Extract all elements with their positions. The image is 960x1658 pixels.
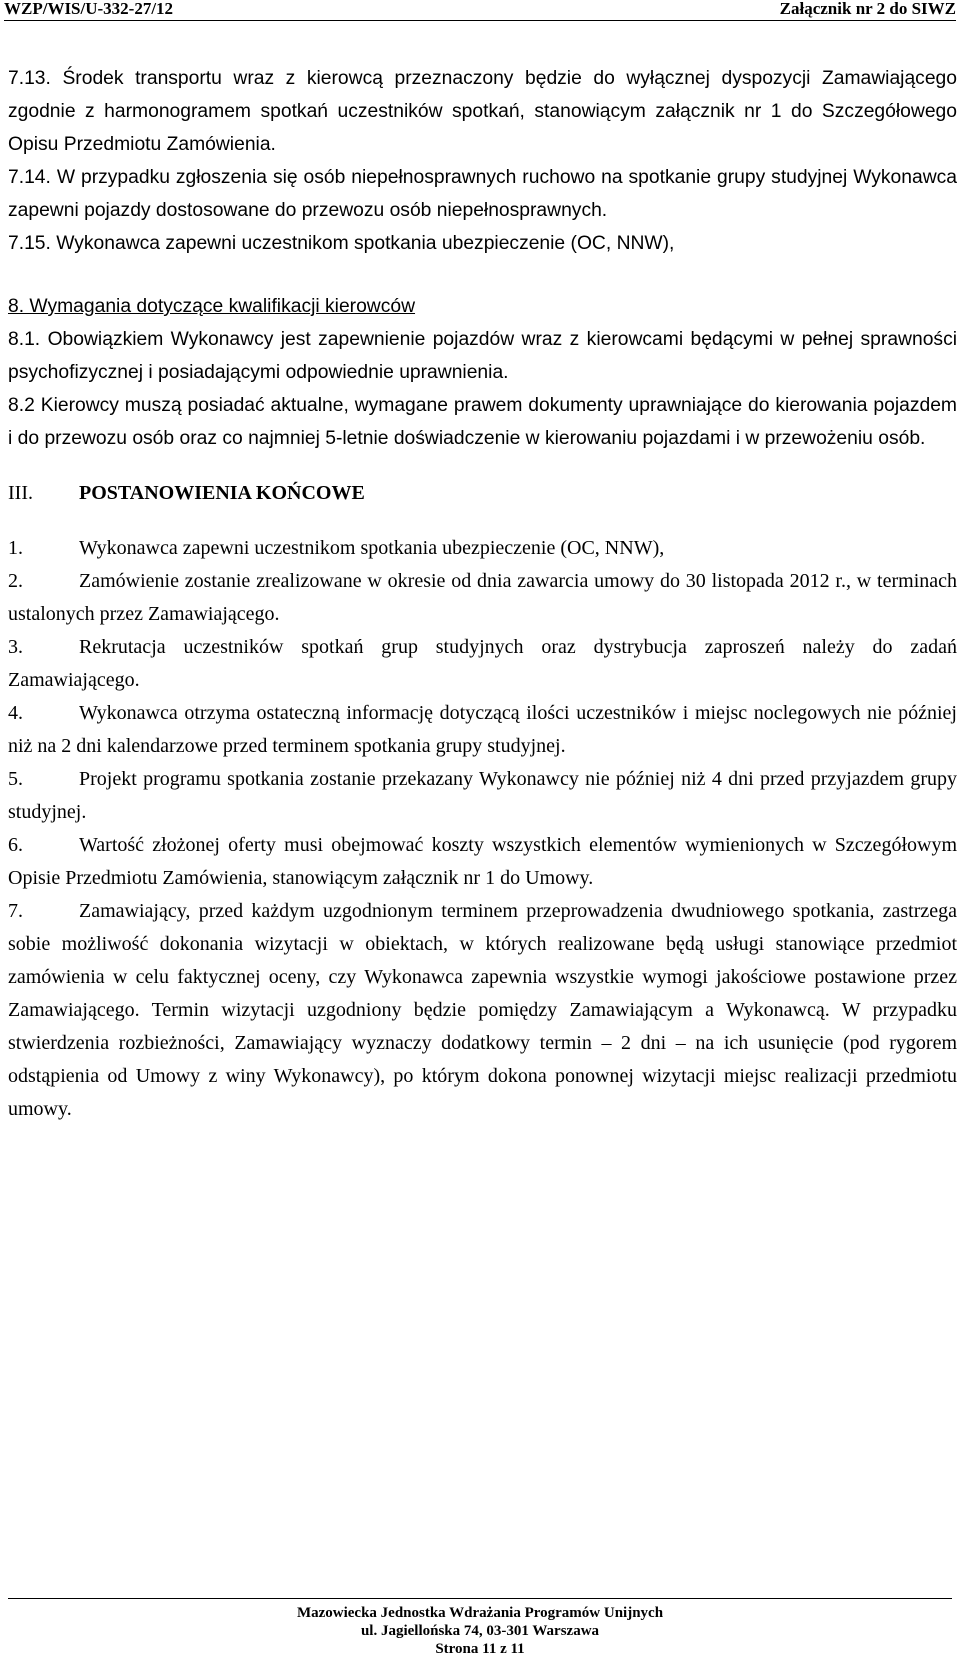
item-text: Wykonawca otrzyma ostateczną informację dotyczącą ilości uczestników i miejsc noclegowych nie później niż na 2 dni kalendarzowe przed terminem spotkania grupy studyjnej. (8, 702, 957, 757)
item-text: Wykonawca zapewni uczestnikom spotkania ubezpieczenie (OC, NNW), (79, 537, 665, 559)
item-text: Zamawiający, przed każdym uzgodnionym terminem przeprowadzenia dwudniowego spotkania, zastrzega sobie możliwość dokonania wizytacji w obiektach, w których realizowane będą usługi stanowiące przedmiot zamówienia w celu faktycznej oceny, czy Wykonawca zapewnia wszystkie wymogi jakościowe postawione przez Zamawiającego. Termin wizytacji uzgodniony będzie pomiędzy Zamawiającym a Wykonawcą. W przypadku stwierdzenia rozbieżności, Zamawiający wyznaczy dodatkowy termin – 2 dni – na ich usunięcie (pod rygorem odstąpienia od Umowy z winy Wykonawcy), po którym dokona ponownej wizytacji miejsc realizacji przedmiotu umowy. (8, 900, 957, 1120)
final-item-2 (8, 565, 957, 631)
item-number: 6. (8, 834, 23, 856)
final-item-6 (8, 829, 957, 895)
item-7-14 (8, 161, 957, 227)
item-text: Kierowcy muszą posiadać aktualne, wymagane prawem dokumenty uprawniające do kierowania pojazdem i do przewozu osób oraz co najmniej 5-letnie doświadczenie w kierowaniu pojazdami i w przewożeniu osób. (8, 395, 957, 449)
item-number: 7.14. (8, 167, 51, 188)
item-text: Obowiązkiem Wykonawcy jest zapewnienie pojazdów wraz z kierowcami będącymi w pełnej sprawności psychofizycznej i posiadającymi odpowiednie uprawnienia. (8, 329, 957, 383)
item-text: W przypadku zgłoszenia się osób niepełnosprawnych ruchowo na spotkanie grupy studyjnej Wykonawca zapewni pojazdy dostosowane do przewozu osób niepełnosprawnych. (8, 167, 957, 221)
item-number: 8.1. (8, 329, 41, 350)
item-text: Rekrutacja uczestników spotkań grup studyjnych oraz dystrybucja zaproszeń należy do zadań Zamawiającego. (8, 636, 957, 691)
final-item-7 (8, 895, 957, 1126)
item-number: 7.15. (8, 233, 51, 254)
footer-divider (8, 1598, 952, 1599)
section-8-heading: 8. Wymagania dotyczące kwalifikacji kierowców (8, 296, 416, 317)
page-number: Strona 11 z 11 (435, 1641, 525, 1657)
section-number: III. (8, 482, 33, 504)
section-title: POSTANOWIENIA KOŃCOWE (79, 482, 365, 504)
final-item-1 (8, 532, 957, 565)
item-text: Projekt programu spotkania zostanie przekazany Wykonawcy nie później niż 4 dni przed przyjazdem grupy studyjnej. (8, 768, 957, 823)
item-number: 2. (8, 570, 23, 592)
item-text: Wartość złożonej oferty musi obejmować koszty wszystkich elementów wymienionych w Szczegółowym Opisie Przedmiotu Zamówienia, stanowiącym załącznik nr 1 do Umowy. (8, 834, 957, 889)
item-8-1 (8, 323, 957, 389)
item-number: 8.2 (8, 395, 35, 416)
item-number: 4. (8, 702, 23, 724)
footer-address: ul. Jagiellońska 74, 03-301 Warszawa (360, 1623, 600, 1639)
item-text: Wykonawca zapewni uczestnikom spotkania ubezpieczenie (OC, NNW), (56, 233, 675, 254)
item-number: 1. (8, 537, 23, 559)
document-reference: WZP/WIS/U-332-27/12 (4, 0, 174, 18)
page-header (0, 0, 960, 22)
header-divider (4, 20, 956, 21)
final-item-4 (8, 697, 957, 763)
page-footer (0, 1604, 960, 1658)
item-number: 5. (8, 768, 23, 790)
item-7-15 (8, 227, 957, 260)
document-body (8, 62, 957, 1126)
item-number: 3. (8, 636, 23, 658)
item-7-13 (8, 62, 957, 161)
item-number: 7.13. (8, 68, 51, 89)
item-8-2 (8, 389, 957, 455)
final-item-5 (8, 763, 957, 829)
item-text: Zamówienie zostanie zrealizowane w okresie od dnia zawarcia umowy do 30 listopada 2012 r., w terminach ustalonych przez Zamawiającego. (8, 570, 957, 625)
section-III-heading (8, 477, 957, 510)
item-text: Środek transportu wraz z kierowcą przeznaczony będzie do wyłącznej dyspozycji Zamawiającego zgodnie z harmonogramem spotkań uczestników spotkań, stanowiącym załącznik nr 1 do Szczegółowego Opisu Przedmiotu Zamówienia. (8, 68, 957, 155)
item-number: 7. (8, 900, 23, 922)
footer-organization: Mazowiecka Jednostka Wdrażania Programów Unijnych (296, 1605, 664, 1621)
attachment-label: Załącznik nr 2 do SIWZ (779, 0, 956, 18)
final-item-3 (8, 631, 957, 697)
